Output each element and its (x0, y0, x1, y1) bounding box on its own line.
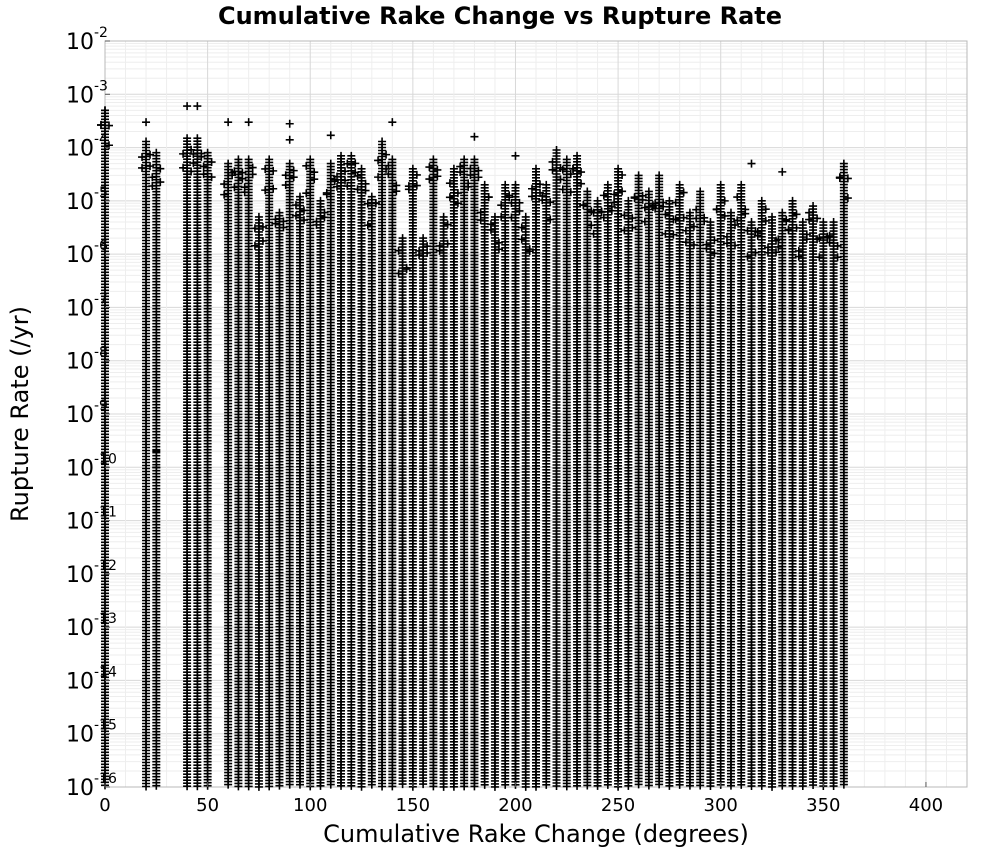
data-point (183, 102, 191, 110)
data-point (310, 175, 318, 183)
data-point (286, 120, 294, 128)
data-point (146, 151, 154, 159)
data-point (382, 151, 390, 159)
data-point (220, 191, 228, 199)
data-points (97, 102, 852, 791)
data-point (259, 223, 267, 231)
data-point (193, 102, 201, 110)
data-point (152, 447, 160, 455)
data-point (290, 167, 298, 175)
data-point (142, 118, 150, 126)
data-point (327, 131, 335, 139)
data-point (286, 136, 294, 144)
data-point (224, 118, 232, 126)
data-point (351, 159, 359, 167)
data-point (343, 160, 351, 168)
data-point (245, 118, 253, 126)
chart-title: Cumulative Rake Change vs Rupture Rate (217, 2, 783, 30)
